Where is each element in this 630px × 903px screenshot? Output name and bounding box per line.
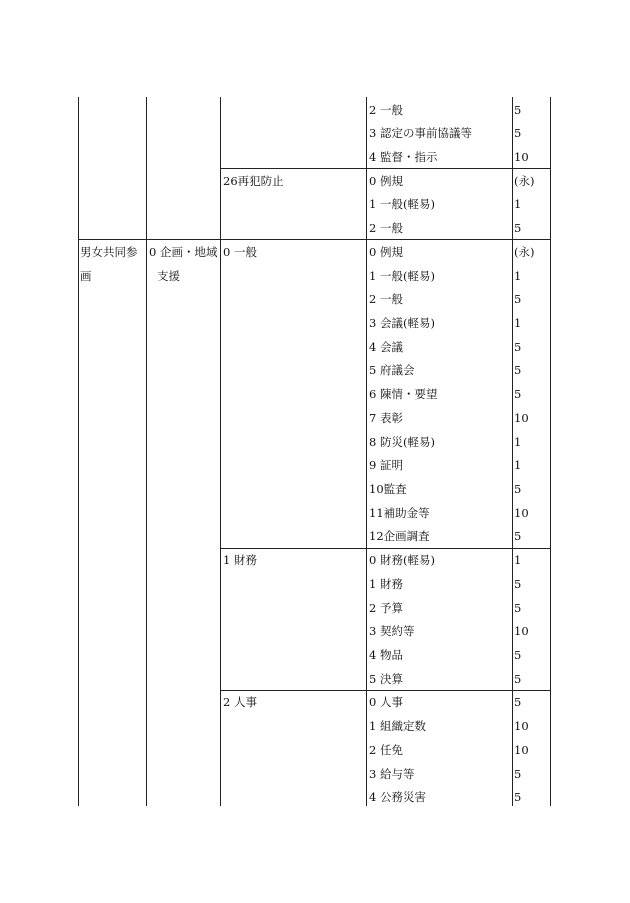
item-label: 2 一般 [367, 97, 513, 121]
retention-years: 5 [513, 382, 551, 406]
item-label: 9 証明 [367, 453, 513, 477]
retention-schedule-table [78, 97, 551, 806]
retention-years: 10 [513, 500, 551, 524]
retention-years: (永) [513, 239, 551, 263]
retention-years: 5 [513, 524, 551, 548]
category-cell [78, 239, 147, 806]
item-label: 3 給与等 [367, 761, 513, 785]
retention-years: 10 [513, 405, 551, 429]
item-label: 0 例規 [367, 168, 513, 192]
item-label: 0 財務(軽易) [367, 548, 513, 572]
retention-years: 5 [513, 287, 551, 311]
item-label: 3 会議(軽易) [367, 310, 513, 334]
category-cell [78, 97, 147, 239]
retention-years: 5 [513, 571, 551, 595]
middle-category-cell [221, 97, 367, 168]
subcategory-cell [147, 239, 221, 806]
retention-years: 5 [513, 97, 551, 121]
retention-years: 5 [513, 643, 551, 667]
retention-years: 5 [513, 595, 551, 619]
item-label: 7 表彰 [367, 405, 513, 429]
item-label: 3 認定の事前協議等 [367, 121, 513, 145]
subcategory-label-line: 0 企画・地域 [149, 244, 218, 259]
retention-years: 5 [513, 785, 551, 806]
item-label: 3 契約等 [367, 619, 513, 643]
middle-category-label: 1 財務 [221, 548, 367, 690]
retention-years: 1 [513, 310, 551, 334]
retention-years: 5 [513, 121, 551, 145]
retention-years: (永) [513, 168, 551, 192]
item-label: 0 例規 [367, 239, 513, 263]
item-label: 4 公務災害 [367, 785, 513, 806]
retention-years: 5 [513, 690, 551, 714]
retention-years: 10 [513, 144, 551, 168]
item-label: 1 組織定数 [367, 714, 513, 738]
item-label: 1 財務 [367, 571, 513, 595]
retention-years: 5 [513, 477, 551, 501]
retention-years: 1 [513, 429, 551, 453]
item-label: 4 監督・指示 [367, 144, 513, 168]
category-label-line: 男女共同参 [80, 244, 138, 259]
middle-category-label: 26再犯防止 [221, 168, 367, 239]
retention-years: 5 [513, 216, 551, 240]
item-label: 12企画調査 [367, 524, 513, 548]
item-label: 6 陳情・要望 [367, 382, 513, 406]
item-label: 5 府議会 [367, 358, 513, 382]
retention-years: 1 [513, 192, 551, 216]
category-label-line: 画 [80, 268, 92, 283]
retention-years: 10 [513, 714, 551, 738]
item-label: 2 予算 [367, 595, 513, 619]
retention-years: 1 [513, 453, 551, 477]
retention-years: 10 [513, 737, 551, 761]
item-label: 4 物品 [367, 643, 513, 667]
item-label: 10監査 [367, 477, 513, 501]
retention-years: 5 [513, 761, 551, 785]
item-label: 4 会議 [367, 334, 513, 358]
retention-years: 1 [513, 548, 551, 572]
retention-years: 5 [513, 666, 551, 690]
item-label: 5 決算 [367, 666, 513, 690]
retention-years: 5 [513, 334, 551, 358]
subcategory-label-line: 支援 [157, 268, 180, 283]
item-label: 11補助金等 [367, 500, 513, 524]
item-label: 2 一般 [367, 216, 513, 240]
middle-category-label: 0 一般 [221, 239, 367, 547]
retention-years: 5 [513, 358, 551, 382]
retention-years: 10 [513, 619, 551, 643]
item-label: 8 防災(軽易) [367, 429, 513, 453]
item-label: 2 任免 [367, 737, 513, 761]
middle-category-label: 2 人事 [221, 690, 367, 806]
item-label: 0 人事 [367, 690, 513, 714]
item-label: 1 一般(軽易) [367, 263, 513, 287]
item-label: 2 一般 [367, 287, 513, 311]
subcategory-cell [147, 97, 221, 239]
retention-years: 1 [513, 263, 551, 287]
item-label: 1 一般(軽易) [367, 192, 513, 216]
